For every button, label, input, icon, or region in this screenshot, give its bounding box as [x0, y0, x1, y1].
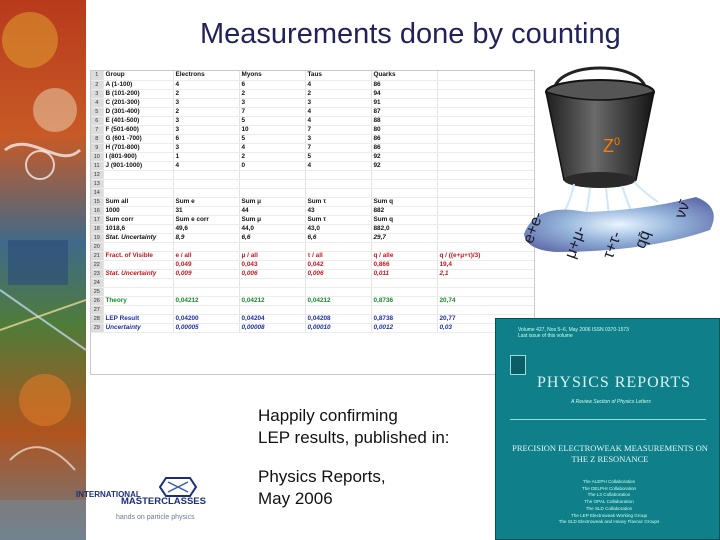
table-cell: G (601 -700) — [103, 134, 173, 143]
caption-line: LEP results, published in: — [258, 428, 450, 447]
table-cell: J (901-1000) — [103, 161, 173, 170]
table-row — [91, 278, 535, 287]
table-cell: 92 — [371, 161, 437, 170]
table-cell: 6,6 — [305, 233, 371, 242]
row-number: 5 — [91, 107, 103, 116]
table-cell — [437, 287, 535, 296]
table-row — [91, 98, 535, 107]
spreadsheet-table — [91, 71, 535, 333]
table-cell: 6 — [239, 80, 305, 89]
row-number: 29 — [91, 323, 103, 332]
row-number: 12 — [91, 170, 103, 179]
table-row — [91, 107, 535, 116]
table-row — [91, 233, 535, 242]
table-row — [91, 71, 535, 80]
table-cell: 86 — [371, 80, 437, 89]
table-cell: Group — [103, 71, 173, 80]
table-cell: 4 — [305, 80, 371, 89]
table-row — [91, 305, 535, 314]
table-cell: 2 — [173, 107, 239, 116]
row-number: 27 — [91, 305, 103, 314]
decay-label: e+e- — [520, 209, 548, 246]
table-row — [91, 80, 535, 89]
table-cell: 3 — [173, 98, 239, 107]
table-cell: Sum q — [371, 197, 437, 206]
table-cell: 19,4 — [437, 260, 535, 269]
table-row — [91, 314, 535, 323]
table-cell: 0,043 — [239, 260, 305, 269]
table-cell — [305, 287, 371, 296]
table-cell: Sum corr — [103, 215, 173, 224]
table-row — [91, 260, 535, 269]
table-cell: 0,866 — [371, 260, 437, 269]
table-cell: 6 — [173, 134, 239, 143]
table-cell: 7 — [239, 107, 305, 116]
table-row — [91, 197, 535, 206]
row-number: 10 — [91, 152, 103, 161]
logo-name: MASTERCLASSES — [121, 496, 206, 507]
spreadsheet — [90, 70, 535, 375]
table-cell — [305, 179, 371, 188]
table-cell: 0,8738 — [371, 314, 437, 323]
collaboration-name: The ALEPH Collaboration — [582, 479, 636, 484]
row-number: 28 — [91, 314, 103, 323]
table-cell — [103, 188, 173, 197]
table-cell: 882,0 — [371, 224, 437, 233]
table-cell: 3 — [305, 98, 371, 107]
row-number: 16 — [91, 206, 103, 215]
table-row — [91, 125, 535, 134]
row-number: 19 — [91, 233, 103, 242]
table-cell: 0,04204 — [239, 314, 305, 323]
caption-confirming — [258, 405, 450, 449]
table-cell: D (301-400) — [103, 107, 173, 116]
physics-reports-cover — [495, 318, 720, 540]
table-cell — [239, 305, 305, 314]
row-number: 7 — [91, 125, 103, 134]
table-row — [91, 323, 535, 332]
table-row — [91, 116, 535, 125]
row-number: 22 — [91, 260, 103, 269]
row-number: 25 — [91, 287, 103, 296]
table-cell: Sum τ — [305, 197, 371, 206]
table-cell — [103, 305, 173, 314]
table-cell: 0,04200 — [173, 314, 239, 323]
table-cell: 80 — [371, 125, 437, 134]
collaboration-name: The L3 Collaboration — [587, 492, 631, 498]
table-cell: 8,9 — [173, 233, 239, 242]
table-cell: 31 — [173, 206, 239, 215]
table-cell: 0 — [239, 161, 305, 170]
table-cell: Uncertainty — [103, 323, 173, 332]
table-cell: Sum e corr — [173, 215, 239, 224]
table-cell — [239, 179, 305, 188]
table-cell — [371, 170, 437, 179]
table-cell: 0,00005 — [173, 323, 239, 332]
table-cell: Sum e — [173, 197, 239, 206]
journal-volume-note: Last issue of this volume — [518, 333, 573, 339]
row-number: 4 — [91, 98, 103, 107]
table-cell: Theory — [103, 296, 173, 305]
decorative-sidebar-image — [0, 0, 86, 540]
table-cell: 1000 — [103, 206, 173, 215]
decay-label: νν̄ — [672, 199, 694, 221]
caption-line: Happily confirming — [258, 406, 398, 425]
table-cell: 20,74 — [437, 296, 535, 305]
table-cell — [437, 305, 535, 314]
table-cell — [173, 179, 239, 188]
table-cell — [239, 287, 305, 296]
journal-collaborations — [516, 479, 702, 526]
table-cell: 3 — [305, 134, 371, 143]
table-row — [91, 179, 535, 188]
table-cell: 4 — [173, 80, 239, 89]
table-cell: 882 — [371, 206, 437, 215]
table-cell — [371, 278, 437, 287]
table-cell: 5 — [305, 152, 371, 161]
collaboration-name: The SLD Collaboration — [585, 505, 633, 511]
table-cell — [103, 287, 173, 296]
table-cell: q / alle — [371, 251, 437, 260]
table-cell — [103, 242, 173, 251]
collaboration-name: The SLD Electroweak and Heavy Flavour Groups — [558, 519, 660, 525]
table-cell: C (201-300) — [103, 98, 173, 107]
table-cell: B (101-200) — [103, 89, 173, 98]
row-number: 6 — [91, 116, 103, 125]
decay-label: τ+τ- — [600, 229, 626, 261]
table-cell — [305, 242, 371, 251]
table-cell — [305, 188, 371, 197]
table-cell: I (801-900) — [103, 152, 173, 161]
table-cell: 49,6 — [173, 224, 239, 233]
collaboration-name: The LEP Electroweak Working Group — [570, 512, 648, 518]
journal-article-title: PRECISION ELECTROWEAK MEASUREMENTS ON THE Z RESONANCE — [512, 443, 708, 464]
table-cell: 87 — [371, 107, 437, 116]
table-cell — [371, 188, 437, 197]
table-cell — [239, 242, 305, 251]
table-cell — [103, 170, 173, 179]
table-row — [91, 242, 535, 251]
table-cell — [371, 179, 437, 188]
table-cell: 92 — [371, 152, 437, 161]
table-cell — [173, 287, 239, 296]
table-cell: 3 — [173, 143, 239, 152]
table-cell: Sum q — [371, 215, 437, 224]
table-cell: Fract. of Visible — [103, 251, 173, 260]
caption-publication — [258, 466, 386, 510]
row-number: 18 — [91, 224, 103, 233]
table-cell — [173, 305, 239, 314]
table-cell: H (701-800) — [103, 143, 173, 152]
table-cell: 86 — [371, 143, 437, 152]
table-cell: Sum τ — [305, 215, 371, 224]
row-number: 9 — [91, 143, 103, 152]
table-cell: 5 — [239, 134, 305, 143]
table-cell: Sum μ — [239, 215, 305, 224]
table-cell: 7 — [305, 125, 371, 134]
table-cell — [239, 170, 305, 179]
table-cell — [173, 188, 239, 197]
table-row — [91, 89, 535, 98]
row-number: 14 — [91, 188, 103, 197]
table-cell: 91 — [371, 98, 437, 107]
table-cell — [305, 170, 371, 179]
row-number: 1 — [91, 71, 103, 80]
journal-divider — [510, 419, 706, 420]
table-cell: 7 — [305, 143, 371, 152]
table-cell — [103, 260, 173, 269]
table-cell: Electrons — [173, 71, 239, 80]
row-number: 3 — [91, 89, 103, 98]
table-row — [91, 296, 535, 305]
table-row — [91, 134, 535, 143]
table-cell: 10 — [239, 125, 305, 134]
logo-tagline: hands on particle physics — [116, 514, 195, 521]
collaboration-name: The OPAL Collaboration — [584, 499, 634, 505]
table-cell: 0,8736 — [371, 296, 437, 305]
table-cell: Stat. Uncertainty — [103, 233, 173, 242]
row-number: 8 — [91, 134, 103, 143]
row-number: 21 — [91, 251, 103, 260]
row-number: 24 — [91, 278, 103, 287]
table-cell: 0,0012 — [371, 323, 437, 332]
masterclasses-emblem-icon — [158, 476, 198, 498]
journal-name: PHYSICS REPORTS — [536, 374, 692, 391]
table-cell: e / all — [173, 251, 239, 260]
table-cell: 44 — [239, 206, 305, 215]
table-cell: 2 — [239, 89, 305, 98]
table-cell: 0,006 — [305, 269, 371, 278]
table-cell: A (1-100) — [103, 80, 173, 89]
table-cell: LEP Result — [103, 314, 173, 323]
table-cell: 43 — [305, 206, 371, 215]
table-cell: 0,04212 — [305, 296, 371, 305]
decay-label: μ+μ- — [562, 223, 590, 261]
table-cell — [239, 188, 305, 197]
table-cell: 20,77 — [437, 314, 535, 323]
table-row — [91, 269, 535, 278]
table-cell: 3 — [239, 98, 305, 107]
journal-volume: Volume 427, Nos 5–6, May 2006 ISSN 0370-1573 — [518, 327, 629, 333]
table-cell — [173, 170, 239, 179]
caption-line: Physics Reports, — [258, 467, 386, 486]
logo-prefix: INTERNATIONAL — [76, 490, 141, 499]
table-cell: 2,1 — [437, 269, 535, 278]
table-row — [91, 170, 535, 179]
table-cell: τ / all — [305, 251, 371, 260]
table-cell — [305, 305, 371, 314]
row-number: 23 — [91, 269, 103, 278]
table-cell: 4 — [305, 161, 371, 170]
table-cell: 0,04212 — [239, 296, 305, 305]
table-cell: 88 — [371, 116, 437, 125]
table-cell: 0,049 — [173, 260, 239, 269]
slide-title: Measurements done by counting — [200, 18, 621, 50]
table-row — [91, 143, 535, 152]
table-cell: 1018,6 — [103, 224, 173, 233]
masterclasses-logo — [76, 476, 236, 528]
table-cell: Stat. Uncertainty — [103, 269, 173, 278]
table-cell: 94 — [371, 89, 437, 98]
table-cell — [103, 179, 173, 188]
table-cell: 43,0 — [305, 224, 371, 233]
table-cell — [173, 278, 239, 287]
table-cell: 4 — [239, 143, 305, 152]
table-cell — [173, 242, 239, 251]
table-row — [91, 188, 535, 197]
table-cell — [371, 305, 437, 314]
table-cell: Sum μ — [239, 197, 305, 206]
journal-subtitle: A Review Section of Physics Letters — [571, 399, 651, 405]
decay-label: qq̄ — [632, 228, 655, 251]
table-cell: 2 — [173, 89, 239, 98]
row-number: 15 — [91, 197, 103, 206]
table-cell — [371, 242, 437, 251]
row-number: 13 — [91, 179, 103, 188]
table-cell: Taus — [305, 71, 371, 80]
table-cell: 3 — [173, 125, 239, 134]
table-cell — [371, 287, 437, 296]
table-row — [91, 224, 535, 233]
caption-line: May 2006 — [258, 489, 333, 508]
elsevier-logo-icon — [510, 355, 526, 375]
table-cell: q / ((e+μ+τ)/3) — [437, 251, 535, 260]
table-cell: E (401-500) — [103, 116, 173, 125]
table-cell: 0,042 — [305, 260, 371, 269]
collaboration-name: The DELPHI Collaboration — [581, 485, 637, 491]
table-row — [91, 152, 535, 161]
z-boson-label: $Z^0$ — [603, 136, 621, 156]
table-row — [91, 215, 535, 224]
table-cell: F (501-600) — [103, 125, 173, 134]
table-cell: μ / all — [239, 251, 305, 260]
table-cell: 4 — [173, 161, 239, 170]
row-number: 20 — [91, 242, 103, 251]
table-cell: 29,7 — [371, 233, 437, 242]
table-cell: 0,011 — [371, 269, 437, 278]
table-cell — [305, 278, 371, 287]
table-cell: 5 — [239, 116, 305, 125]
table-cell: 44,0 — [239, 224, 305, 233]
table-cell: 3 — [173, 116, 239, 125]
table-row — [91, 206, 535, 215]
table-cell: 0,00010 — [305, 323, 371, 332]
table-cell: Quarks — [371, 71, 437, 80]
row-number: 26 — [91, 296, 103, 305]
table-row — [91, 251, 535, 260]
table-cell: 1 — [173, 152, 239, 161]
table-row — [91, 161, 535, 170]
table-cell: 0,04208 — [305, 314, 371, 323]
table-cell: 0,006 — [239, 269, 305, 278]
table-cell: 0,04212 — [173, 296, 239, 305]
table-cell: 86 — [371, 134, 437, 143]
row-number: 2 — [91, 80, 103, 89]
table-cell: 0,009 — [173, 269, 239, 278]
row-number: 17 — [91, 215, 103, 224]
table-cell: 6,6 — [239, 233, 305, 242]
table-cell: 4 — [305, 116, 371, 125]
table-cell: 0,00008 — [239, 323, 305, 332]
table-cell: 2 — [239, 152, 305, 161]
row-number: 11 — [91, 161, 103, 170]
table-cell: Sum all — [103, 197, 173, 206]
table-cell: 4 — [305, 107, 371, 116]
table-cell — [103, 278, 173, 287]
table-cell: Myons — [239, 71, 305, 80]
journal-header — [518, 327, 708, 339]
table-cell — [239, 278, 305, 287]
table-cell: 0,03 — [437, 323, 535, 332]
table-cell: 2 — [305, 89, 371, 98]
table-row — [91, 287, 535, 296]
